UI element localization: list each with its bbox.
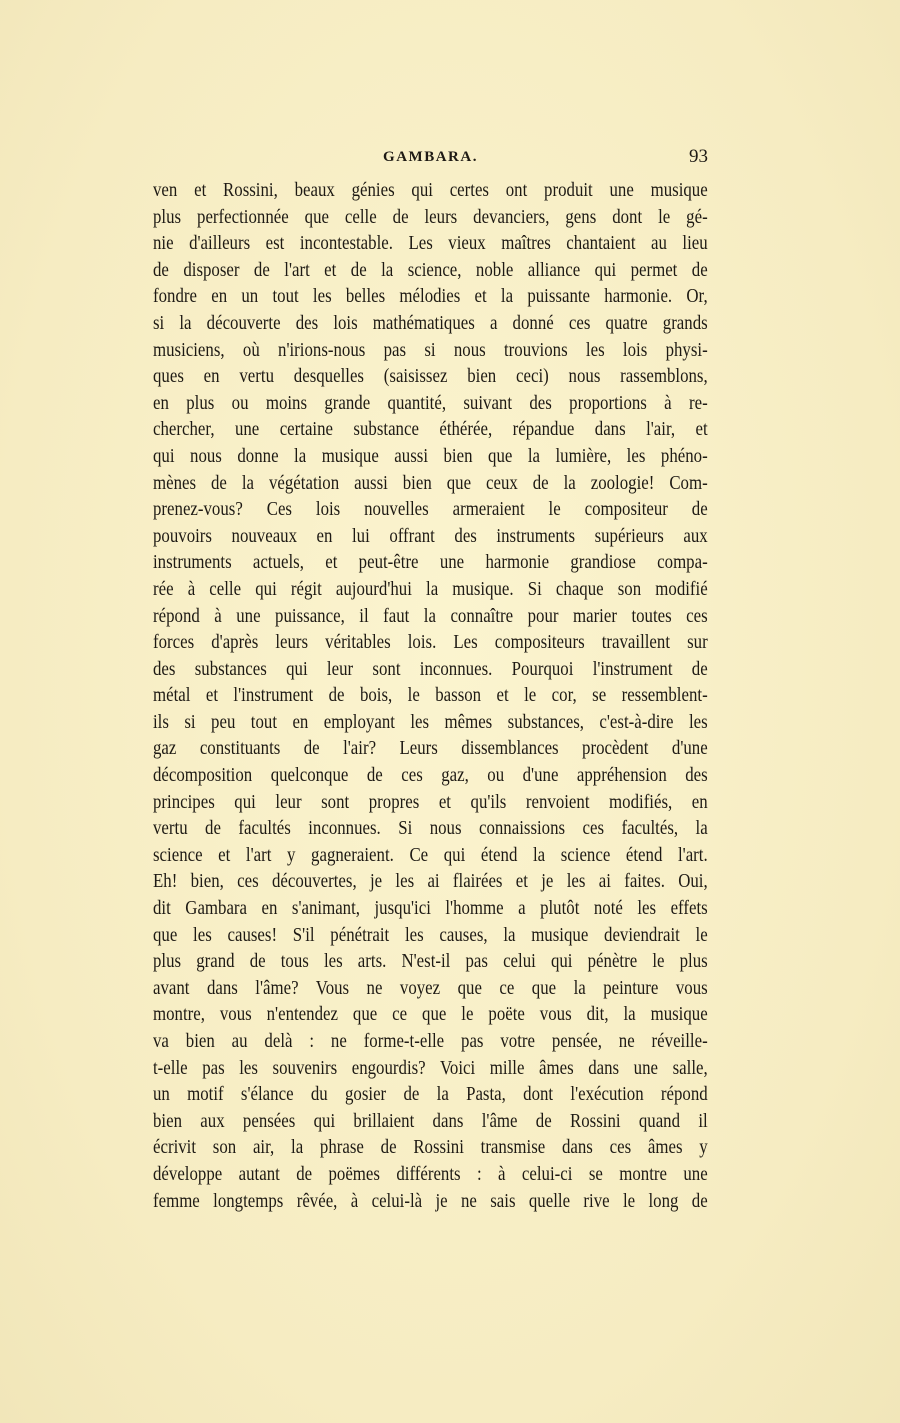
text-line: répond à une puissance, il faut la connaître pour marier toutes ces: [153, 605, 708, 627]
text-line: forces d'après leurs véritables lois. Les compositeurs travaillent sur: [153, 632, 708, 654]
body-text: [153, 178, 708, 1215]
text-line: ques en vertu desquelles (saisissez bien ceci) nous rassemblons,: [153, 366, 708, 388]
text-line: de disposer de l'art et de la science, noble alliance qui permet de: [153, 259, 708, 281]
text-line: fondre en un tout les belles mélodies et la puissante harmonie. Or,: [153, 286, 708, 308]
text-line: dit Gambara en s'animant, jusqu'ici l'homme a plutôt noté les effets: [153, 898, 708, 920]
text-line: va bien au delà : ne forme-t-elle pas votre pensée, ne réveille-: [153, 1031, 708, 1052]
text-line: principes qui leur sont propres et qu'ils renvoient modifiés, en: [153, 791, 708, 813]
text-line: femme longtemps rêvée, à celui-là je ne sais quelle rive le long de: [153, 1190, 708, 1212]
text-line: t-elle pas les souvenirs engourdis? Voici mille âmes dans une salle,: [153, 1057, 708, 1079]
text-line: gaz constituants de l'air? Leurs dissemblances procèdent d'une: [153, 738, 708, 760]
text-line: rée à celle qui régit aujourd'hui la musique. Si chaque son modifié: [153, 578, 708, 600]
text-line: bien aux pensées qui brillaient dans l'âme de Rossini quand il: [153, 1110, 708, 1132]
text-line: si la découverte des lois mathématiques a donné ces quatre grands: [153, 312, 708, 334]
text-line: en plus ou moins grande quantité, suivant des proportions à re-: [153, 392, 708, 414]
text-line: décomposition quelconque de ces gaz, ou d'une appréhension des: [153, 765, 708, 787]
text-line: instruments actuels, et peut-être une harmonie grandiose compa-: [153, 552, 708, 574]
text-line: ven et Rossini, beaux génies qui certes ont produit une musique: [153, 180, 708, 201]
text-line: science et l'art y gagneraient. Ce qui étend la science étend l'art.: [153, 844, 708, 866]
text-line: avant dans l'âme? Vous ne voyez que ce que la peinture vous: [153, 977, 708, 999]
text-line: plus grand de tous les arts. N'est-il pas celui qui pénètre le plus: [153, 951, 708, 973]
text-line: nie d'ailleurs est incontestable. Les vieux maîtres chantaient au lieu: [153, 233, 708, 255]
text-line: qui nous donne la musique aussi bien que la lumière, les phéno-: [153, 445, 708, 467]
text-line: chercher, une certaine substance éthérée, répandue dans l'air, et: [153, 419, 708, 441]
text-line: ils si peu tout en employant les mêmes substances, c'est-à-dire les: [153, 711, 708, 733]
text-line: plus perfectionnée que celle de leurs devanciers, gens dont le gé-: [153, 206, 708, 228]
page-number: 93: [689, 146, 708, 167]
text-line: des substances qui leur sont inconnues. Pourquoi l'instrument de: [153, 658, 708, 680]
text-line: pouvoirs nouveaux en lui offrant des instruments supérieurs aux: [153, 525, 708, 547]
text-line: que les causes! S'il pénétrait les causes, la musique deviendrait le: [153, 924, 708, 946]
text-line: mènes de la végétation aussi bien que ceux de la zoologie! Com-: [153, 472, 708, 494]
text-line: montre, vous n'entendez que ce que le poëte vous dit, la musique: [153, 1004, 708, 1026]
text-line: un motif s'élance du gosier de la Pasta, dont l'exécution répond: [153, 1084, 708, 1106]
page-header: [153, 145, 708, 169]
text-line: Eh! bien, ces découvertes, je les ai flairées et je les ai faites. Oui,: [153, 871, 708, 893]
text-line: développe autant de poëmes différents : à celui-ci se montre une: [153, 1163, 708, 1185]
text-line: métal et l'instrument de bois, le basson et le cor, se ressemblent-: [153, 685, 708, 707]
text-line: musiciens, où n'irions-nous pas si nous trouvions les lois physi-: [153, 339, 708, 361]
text-line: vertu de facultés inconnues. Si nous connaissions ces facultés, la: [153, 818, 708, 840]
text-line: prenez-vous? Ces lois nouvelles armeraient le compositeur de: [153, 499, 708, 521]
text-line: écrivit son air, la phrase de Rossini transmise dans ces âmes y: [153, 1137, 708, 1159]
running-title: GAMBARA.: [383, 149, 478, 165]
